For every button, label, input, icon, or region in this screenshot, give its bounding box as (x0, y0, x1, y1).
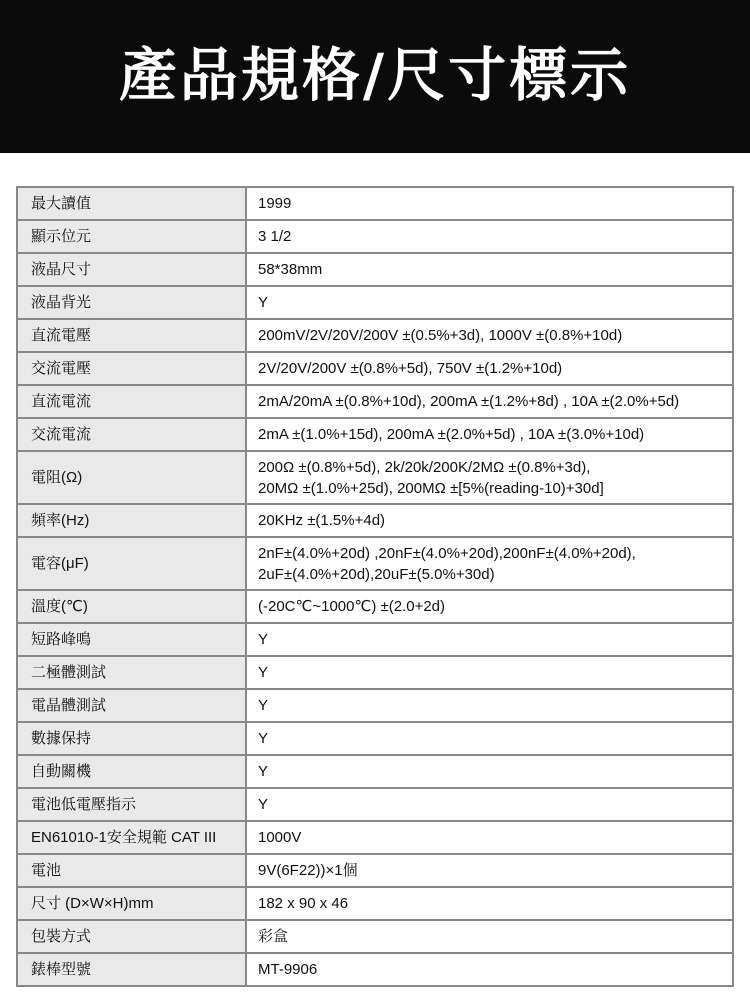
table-row (17, 821, 733, 854)
spec-label: 包裝方式 (17, 920, 246, 953)
table-row (17, 352, 733, 385)
spec-label: 液晶背光 (17, 286, 246, 319)
table-row (17, 418, 733, 451)
table-row (17, 504, 733, 537)
spec-value: Y (246, 689, 733, 722)
spec-label: 短路峰鳴 (17, 623, 246, 656)
spec-label: 尺寸 (D×W×H)mm (17, 887, 246, 920)
spec-value: 1999 (246, 187, 733, 220)
spec-value: MT-9906 (246, 953, 733, 986)
spec-table (16, 186, 734, 987)
table-row (17, 656, 733, 689)
spec-value: Y (246, 755, 733, 788)
spec-label: 直流電壓 (17, 319, 246, 352)
table-row (17, 788, 733, 821)
spec-label: 電容(μF) (17, 537, 246, 590)
spec-value (246, 451, 733, 504)
spec-value: 9V(6F22))×1個 (246, 854, 733, 887)
spec-label: 頻率(Hz) (17, 504, 246, 537)
spec-value: 1000V (246, 821, 733, 854)
table-row (17, 220, 733, 253)
table-row (17, 854, 733, 887)
table-row (17, 722, 733, 755)
spec-value: 3 1/2 (246, 220, 733, 253)
table-row (17, 755, 733, 788)
spec-label: 電晶體測試 (17, 689, 246, 722)
spec-value: Y (246, 722, 733, 755)
spec-label: 最大讀值 (17, 187, 246, 220)
spec-value: 200mV/2V/20V/200V ±(0.5%+3d), 1000V ±(0.8%+10d) (246, 319, 733, 352)
spec-label: EN61010-1安全規範 CAT III (17, 821, 246, 854)
spec-label: 交流電流 (17, 418, 246, 451)
spec-value: Y (246, 788, 733, 821)
spec-label: 液晶尺寸 (17, 253, 246, 286)
table-row (17, 385, 733, 418)
spec-value-line: 200Ω ±(0.8%+5d), 2k/20k/200K/2MΩ ±(0.8%+3d), (258, 458, 591, 476)
table-row (17, 953, 733, 986)
spec-label: 溫度(℃) (17, 590, 246, 623)
spec-label: 直流電流 (17, 385, 246, 418)
table-row (17, 253, 733, 286)
spec-label: 電池低電壓指示 (17, 788, 246, 821)
spec-label: 交流電壓 (17, 352, 246, 385)
table-row (17, 451, 733, 504)
table-row (17, 286, 733, 319)
spec-label: 錶棒型號 (17, 953, 246, 986)
spec-value: (-20C℃~1000℃) ±(2.0+2d) (246, 590, 733, 623)
spec-value: 2V/20V/200V ±(0.8%+5d), 750V ±(1.2%+10d) (246, 352, 733, 385)
table-row (17, 187, 733, 220)
table-row (17, 319, 733, 352)
spec-label: 二極體測試 (17, 656, 246, 689)
table-row (17, 887, 733, 920)
spec-value-line: 20MΩ ±(1.0%+25d), 200MΩ ±[5%(reading-10)+30d] (258, 479, 604, 497)
spec-label: 數據保持 (17, 722, 246, 755)
spec-value: 58*38mm (246, 253, 733, 286)
spec-value: 彩盒 (246, 920, 733, 953)
spec-value: Y (246, 656, 733, 689)
page-title: 產品規格/尺寸標示 (118, 40, 632, 109)
spec-value: Y (246, 623, 733, 656)
header-banner (0, 0, 750, 153)
spec-label: 顯示位元 (17, 220, 246, 253)
table-row (17, 920, 733, 953)
spec-value-line: 2nF±(4.0%+20d) ,20nF±(4.0%+20d),200nF±(4.0%+20d), (258, 544, 636, 562)
spec-value: Y (246, 286, 733, 319)
spec-label: 電阻(Ω) (17, 451, 246, 504)
table-row (17, 590, 733, 623)
spec-value: 2mA/20mA ±(0.8%+10d), 200mA ±(1.2%+8d) , 10A ±(2.0%+5d) (246, 385, 733, 418)
spec-value: 2mA ±(1.0%+15d), 200mA ±(2.0%+5d) , 10A ±(3.0%+10d) (246, 418, 733, 451)
spec-label: 自動關機 (17, 755, 246, 788)
spec-value-line: 2uF±(4.0%+20d),20uF±(5.0%+30d) (258, 565, 495, 583)
table-row (17, 623, 733, 656)
spec-value: 182 x 90 x 46 (246, 887, 733, 920)
table-row (17, 537, 733, 590)
spec-value: 20KHz ±(1.5%+4d) (246, 504, 733, 537)
spec-value (246, 537, 733, 590)
table-row (17, 689, 733, 722)
spec-label: 電池 (17, 854, 246, 887)
